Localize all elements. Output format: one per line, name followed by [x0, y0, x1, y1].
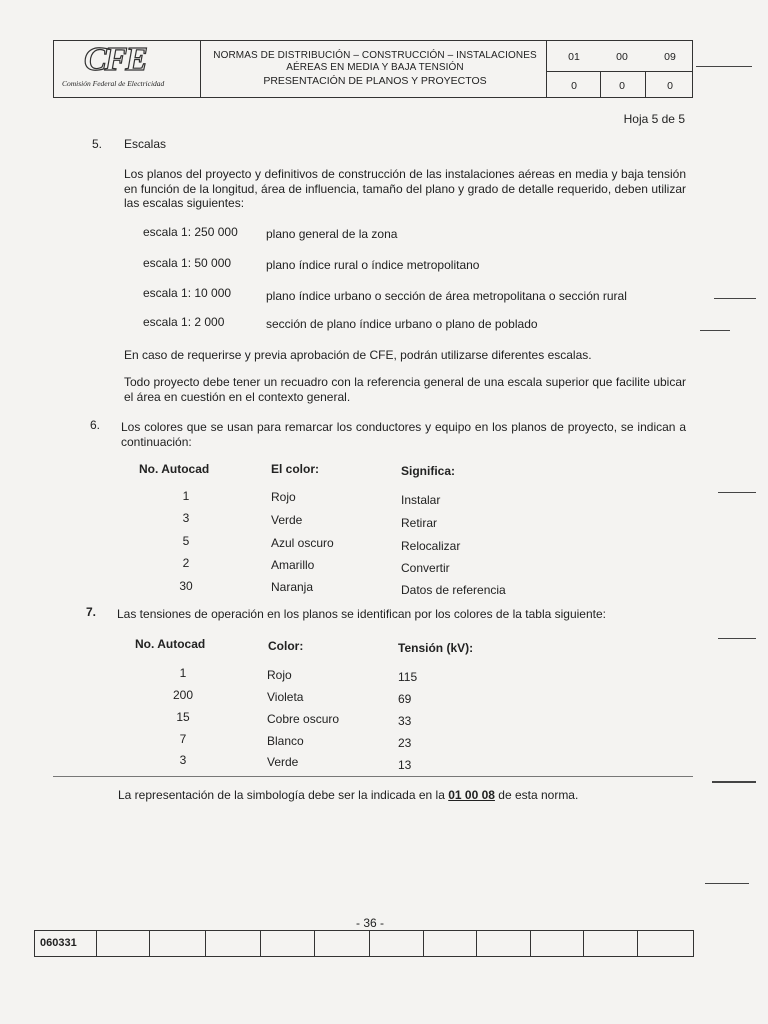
section5-note2: Todo proyecto debe tener un recuadro con la referencia general de una escala superior que facilite ubicar el área en cuestión en el contexto general. — [124, 375, 686, 404]
section6-number: 6. — [90, 418, 101, 432]
table-cell: 7 — [179, 732, 187, 746]
section7-number: 7. — [86, 605, 97, 619]
section6-intro: Los colores que se usan para remarcar los conductores y equipo en los planos de proyecto, se indican a continuación: — [121, 420, 686, 449]
table-cell: Convertir — [401, 561, 450, 575]
voltage-header-autocad: No. Autocad — [135, 637, 206, 651]
table-cell: 115 — [398, 670, 418, 684]
table-cell: 23 — [398, 736, 412, 750]
code-bottom-1: 0 — [571, 80, 577, 92]
closing-text-before: La representación de la simbología debe ser la indicada en la — [118, 788, 449, 802]
section5-note1: En caso de requerirse y previa aprobación de CFE, podrán utilizarse diferentes escalas. — [124, 348, 592, 362]
table-cell: Instalar — [401, 493, 441, 507]
table-cell: 5 — [182, 534, 190, 548]
table-cell: 1 — [179, 666, 187, 680]
section5-number: 5. — [92, 137, 103, 151]
margin-mark — [714, 298, 756, 299]
header-subtitle: PRESENTACIÓN DE PLANOS Y PROYECTOS — [263, 75, 487, 87]
table-cell: Blanco — [267, 734, 304, 748]
code-top-3: 09 — [664, 51, 676, 63]
margin-mark — [696, 66, 752, 67]
header-title — [210, 50, 540, 74]
table-cell: Amarillo — [271, 558, 315, 572]
scale-4-desc: sección de plano índice urbano o plano de poblado — [266, 317, 538, 331]
page-label: Hoja 5 de 5 — [623, 112, 685, 126]
table-cell: Verde — [271, 513, 303, 527]
margin-mark — [705, 883, 749, 884]
scale-2-desc: plano índice rural o índice metropolitano — [266, 258, 480, 272]
table-cell: 15 — [176, 710, 190, 724]
table-cell: Violeta — [267, 690, 304, 704]
page-number: - 36 - — [355, 916, 384, 930]
table-cell: 30 — [179, 579, 193, 593]
voltage-header-tension: Tensión (kV): — [398, 641, 474, 655]
closing-sentence — [118, 788, 578, 802]
table-cell: Naranja — [271, 580, 314, 594]
closing-text-after: de esta norma. — [494, 788, 579, 802]
table-cell: 2 — [182, 556, 190, 570]
margin-mark — [718, 492, 756, 493]
colors-header-autocad: No. Autocad — [139, 462, 210, 476]
table-cell: 3 — [182, 511, 190, 525]
norm-reference: 01 00 08 — [448, 788, 495, 802]
table-cell: 1 — [182, 489, 190, 503]
scale-2: escala 1: 50 000 — [143, 256, 232, 270]
table-cell: 69 — [398, 692, 412, 706]
header-title-line1: NORMAS DE DISTRIBUCIÓN – CONSTRUCCIÓN – INSTALACIONES — [213, 50, 537, 61]
header-title-line2: AÉREAS EN MEDIA Y BAJA TENSIÓN — [286, 62, 464, 73]
margin-mark — [700, 330, 730, 331]
code-top-2: 00 — [616, 51, 628, 63]
voltage-header-color: Color: — [268, 639, 304, 653]
scale-3: escala 1: 10 000 — [143, 286, 232, 300]
table-cell: Datos de referencia — [401, 583, 506, 597]
table-cell: Retirar — [401, 516, 438, 530]
colors-header-color: El color: — [271, 462, 320, 476]
table-cell: 13 — [398, 758, 412, 772]
code-top-1: 01 — [568, 51, 580, 63]
colors-header-meaning: Significa: — [401, 464, 456, 478]
table-cell: Azul oscuro — [271, 536, 334, 550]
table-cell: 3 — [179, 753, 187, 767]
section5-heading: Escalas — [124, 137, 167, 151]
table-cell: Relocalizar — [401, 539, 461, 553]
margin-mark — [718, 638, 756, 639]
table-cell: 200 — [172, 688, 194, 702]
table-cell: Rojo — [267, 668, 292, 682]
code-bottom-2: 0 — [619, 80, 625, 92]
table-cell: Rojo — [271, 490, 296, 504]
footer-code: 060331 — [40, 937, 77, 949]
logo-caption: Comisión Federal de Electricidad — [62, 79, 165, 88]
scale-1: escala 1: 250 000 — [143, 225, 238, 239]
scale-3-desc: plano índice urbano o sección de área metropolitana o sección rural — [266, 289, 627, 303]
section7-intro: Las tensiones de operación en los planos se identifican por los colores de la tabla siguiente: — [117, 607, 606, 621]
table-cell: Verde — [267, 755, 299, 769]
section-divider — [53, 776, 693, 777]
margin-mark — [712, 781, 756, 783]
cfe-logo: CFE — [84, 41, 147, 78]
table-cell: 33 — [398, 714, 412, 728]
section5-intro: Los planos del proyecto y definitivos de construcción de las instalaciones aéreas en media y baja tensión en función de la longitud, área de influencia, tamaño del plano y grado de detalle requerido, deben utilizar las escalas siguientes: — [124, 167, 686, 210]
scale-1-desc: plano general de la zona — [266, 227, 398, 241]
scale-4: escala 1: 2 000 — [143, 315, 225, 329]
table-cell: Cobre oscuro — [267, 712, 340, 726]
code-bottom-3: 0 — [667, 80, 673, 92]
